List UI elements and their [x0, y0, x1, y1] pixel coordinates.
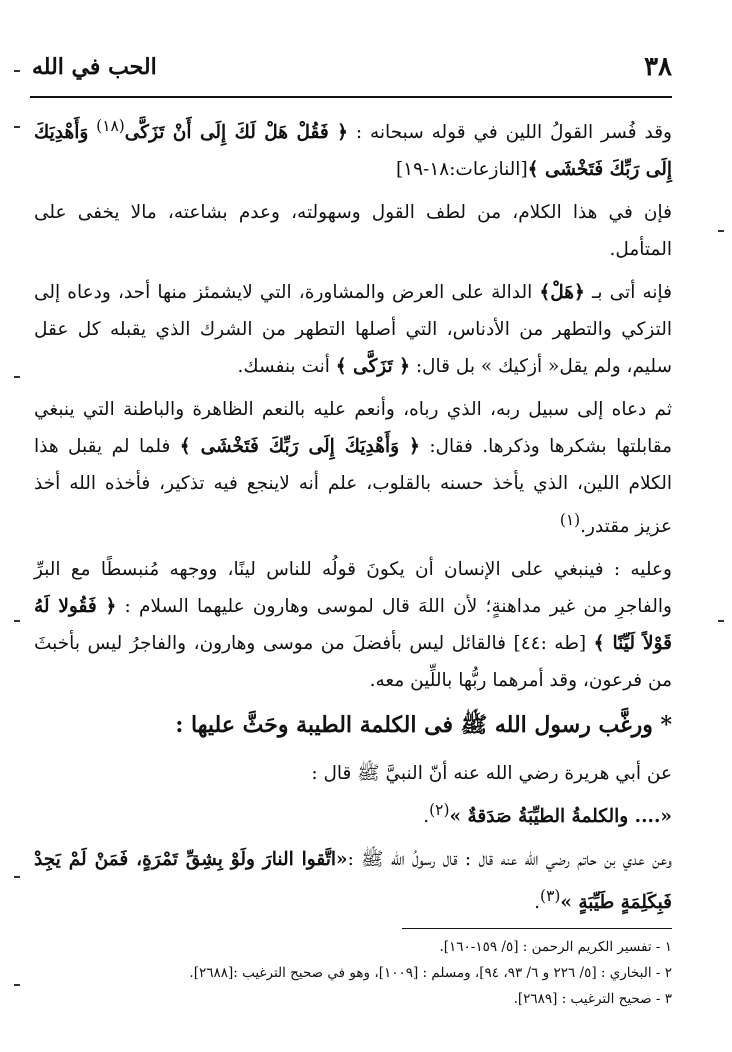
hadith-intro: عن أبي هريرة رضي الله عنه أنّ النبيَّ ﷺ قال : — [311, 763, 672, 785]
quran-verse: ﴿ وَأَهْدِيَكَ إِلَى رَبِّكَ فَتَخْشَى ﴾ — [179, 436, 420, 458]
footnote-marker: (٣) — [540, 887, 561, 906]
running-title: الحب في الله — [32, 54, 157, 80]
paragraph-1 — [34, 108, 672, 188]
scan-edge-mark — [14, 876, 20, 878]
verse-reference: [النازعات:١٨-١٩] — [395, 159, 528, 181]
footnote-separator — [402, 928, 672, 929]
paragraph-text: وقد فُسر القولُ اللين في قوله سبحانه : — [347, 122, 672, 144]
paragraph-text: وعليه : فينبغي على الإنسان أن يكونَ قولُه للناس لينًا، ووجهه مُنبسطًا مع البرِّ والفاجرِ من غير مداهنةٍ؛ لأن اللهَ قال لموسى وهارون عليهما السلام : — [34, 559, 672, 618]
page-header — [32, 52, 672, 92]
section-heading: * ورغَّب رسول الله ﷺ فى الكلمة الطيبة وحَثَّ عليها : — [175, 712, 672, 739]
quran-verse: ﴿ فَقُلْ هَلْ لَكَ إِلَى أَنْ تَزَكَّى — [124, 122, 348, 144]
paragraph-3 — [34, 274, 672, 385]
quran-word: ﴿ تَزَكَّى ﴾ — [335, 356, 410, 378]
scan-edge-mark — [14, 70, 20, 72]
footnote-marker: (١) — [559, 511, 581, 530]
footnote-marker: (٢) — [429, 801, 450, 820]
main-text — [34, 108, 672, 928]
hadith-intro: وعن عدي بن حاتم رضي الله عنه قال : قال رسولُ الله ﷺ : — [347, 849, 672, 871]
footnote-3: ٣ - صحيح الترغيب : [٢٦٨٩]. — [513, 991, 672, 1007]
footnotes — [34, 934, 672, 1012]
scan-edge-mark — [14, 126, 20, 128]
hadith-text: «.... والكلمةُ الطيِّبَةُ صَدَقةٌ » — [449, 806, 672, 828]
quran-word: ﴿هَلْ﴾ — [539, 282, 585, 304]
header-rule — [30, 96, 672, 98]
paragraph-text: فلما لم يقبل هذا الكلام اللين، الذي يأخذ حسنه بالقلوب، علم أنه لاينجع فيه تذكير، فأخذه الله أخذ عزيز مقتدر. — [34, 436, 672, 538]
paragraph-5 — [34, 551, 672, 699]
paragraph-2: فإن في هذا الكلام، من لطف القول وسهولته، وعدم بشاعته، مالا يخفى على المتأمل. — [34, 202, 672, 261]
paragraph-text: ثم دعاه إلى سبيل ربه، الذي رباه، وأنعم عليه بالنعم الظاهرة والباطنة التي ينبغي مقابلتها بشكرها وذكرها. فقال: — [34, 399, 673, 458]
quran-verse: ﴿ فَقُولا لَهُ قَوْلاً لَيِّنًا ﴾ — [34, 596, 672, 655]
hadith-1: عن أبي هريرة رضي الله عنه أنّ النبيَّ ﷺ قال : «.... والكلمةُ الطيِّبَةُ صَدَقةٌ »$^{(٢)}$. — [311, 763, 672, 828]
hadith-text: «اتَّقوا النارَ ولَوْ بِشِقِّ تَمْرَةٍ، فَمَنْ لَمْ يَجِدْ فَبِكَلِمَةٍ طَيِّبَةٍ » — [34, 849, 672, 914]
scan-edge-mark — [718, 230, 724, 232]
footnote-1: ١ - تفسير الكريم الرحمن : [٥/ ١٥٩-١٦٠]. — [439, 939, 672, 955]
page-number: ٣٨ — [644, 52, 672, 82]
scan-edge-mark — [14, 984, 20, 986]
paragraph-text: الدالة على العرض والمشاورة، التي لايشمئز منها أحد، ودعاه إلى التزكي والتطهر من الأدناس، التي أصلها التطهر من الشرك الذي يقبله كل عقل سليم، ولم يقل« أزكيك » بل قال: — [34, 282, 672, 378]
paragraph-text: [طه :٤٤] فالقائل ليس بأفضلَ من موسى وهارون، والفاجرُ ليس بأخبثَ من فرعون، وقد أمرهما ربُّها باللِّين معه. — [34, 633, 672, 692]
paragraph-text: أنت بنفسك. — [237, 356, 336, 378]
hadith-2: وعن عدي بن حاتم رضي الله عنه قال : قال رسولُ الله ﷺ :«اتَّقوا النارَ ولَوْ بِشِقِّ تَمْرَةٍ، فَمَنْ لَمْ يَجِدْ فَبِكَلِمَةٍ طَيِّبَةٍ »$^{(٣)}$. — [34, 849, 672, 914]
scan-edge-mark — [14, 376, 20, 378]
scan-edge-mark — [718, 620, 724, 622]
paragraph-4 — [34, 391, 672, 545]
paragraph-text: فإنه أتى بـ — [584, 282, 672, 304]
quran-verse: وَأَهْدِيَكَ إِلَى رَبِّكَ فَتَخْشَى ﴾ — [34, 122, 672, 181]
footnote-2: ٢ - البخاري : [٥/ ٢٢٦ و ٦/ ٩٣، ٩٤]، ومسلم : [١٠٠٩]، وهو في صحيح الترغيب :[٢٦٨٨]. — [189, 965, 672, 981]
scan-edge-mark — [14, 620, 20, 622]
verse-number: (١٨) — [96, 117, 125, 135]
